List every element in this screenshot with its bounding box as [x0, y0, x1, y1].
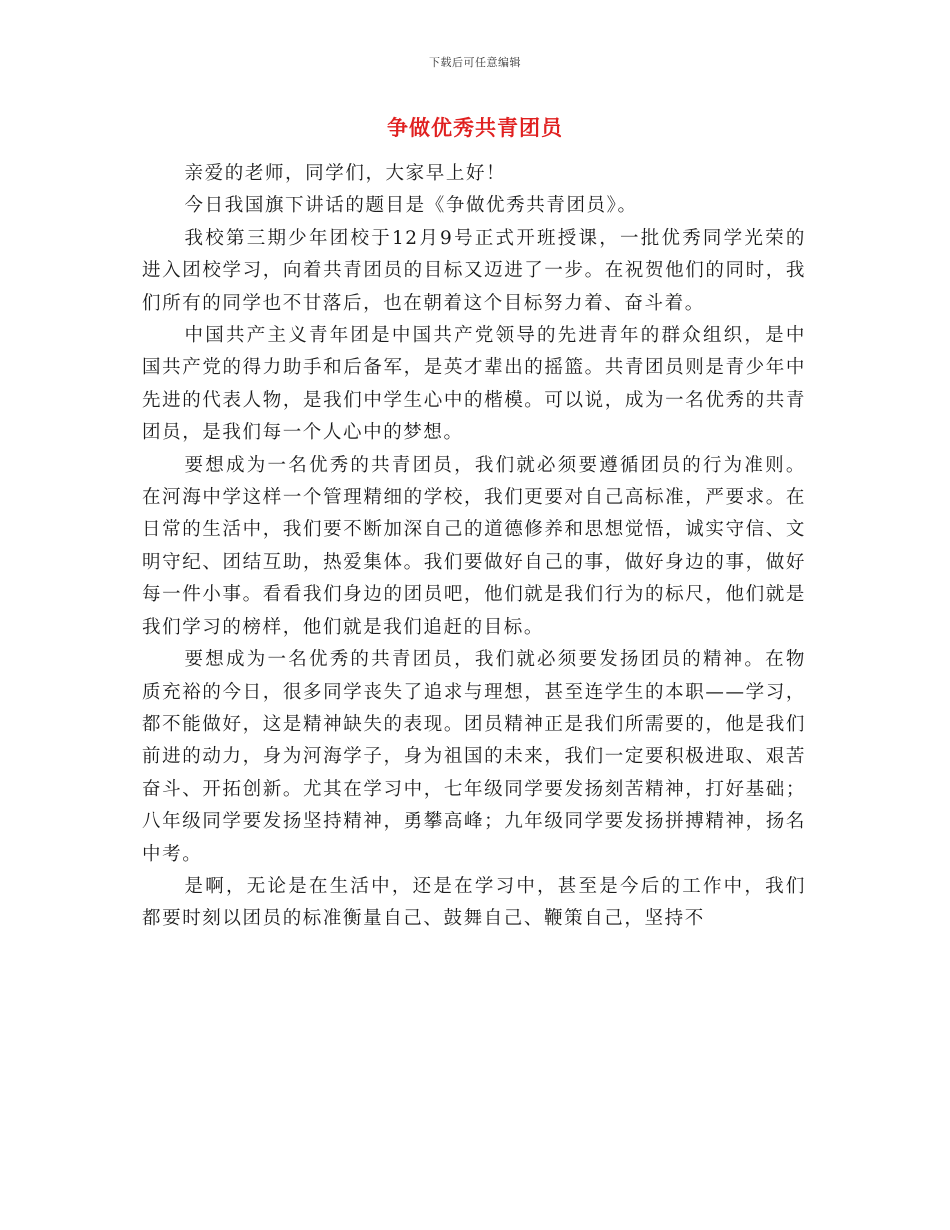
paragraph-conclusion: 是啊，无论是在生活中，还是在学习中，甚至是今后的工作中，我们都要时刻以团员的标准衡量自己、鼓舞自己、鞭策自己，坚持不 — [142, 875, 806, 930]
paragraph-league-school: 我校第三期少年团校于12月9号正式开班授课，一批优秀同学光荣的进入团校学习，向着共青团员的目标又迈进了一步。在祝贺他们的同时，我们所有的同学也不甘落后，也在朝着这个目标努力着、奋斗着。 — [142, 227, 806, 314]
paragraph-greeting: 亲爱的老师，同学们，大家早上好！ — [184, 163, 507, 184]
paragraph-spirit: 要想成为一名优秀的共青团员，我们就必须要发扬团员的精神。在物质充裕的今日，很多同学丧失了追求与理想，甚至连学生的本职——学习，都不能做好，这是精神缺失的表现。团员精神正是我们所需要的，他是我们前进的动力，身为河海学子，身为祖国的未来，我们一定要积极进取、艰苦奋斗、开拓创新。尤其在学习中，七年级同学要发扬刻苦精神，打好基础；八年级同学要发扬坚持精神，勇攀高峰；九年级同学要发扬拼搏精神，扬名中考。 — [142, 649, 806, 865]
paragraph-topic: 今日我国旗下讲话的题目是《争做优秀共青团员》。 — [184, 195, 638, 217]
paragraph-youth-league: 中国共产主义青年团是中国共产党领导的先进青年的群众组织，是中国共产党的得力助手和后备军，是英才辈出的摇篮。共青团员则是青少年中先进的代表人物，是我们中学生心中的楷模。可以说，成为一名优秀的共青团员，是我们每一个人心中的梦想。 — [142, 325, 806, 444]
document-body — [142, 158, 806, 936]
header-note: 下载后可任意编辑 — [429, 56, 521, 69]
document-title: 争做优秀共青团员 — [387, 116, 563, 140]
paragraph-code-of-conduct: 要想成为一名优秀的共青团员，我们就必须要遵循团员的行为准则。在河海中学这样一个管理精细的学校，我们更要对自己高标准，严要求。在日常的生活中，我们要不断加深自己的道德修养和思想觉悟，诚实守信、文明守纪、团结互助，热爱集体。我们要做好自己的事，做好身边的事，做好每一件小事。看看我们身边的团员吧，他们就是我们行为的标尺，他们就是我们学习的榜样，他们就是我们追赶的目标。 — [142, 454, 806, 638]
